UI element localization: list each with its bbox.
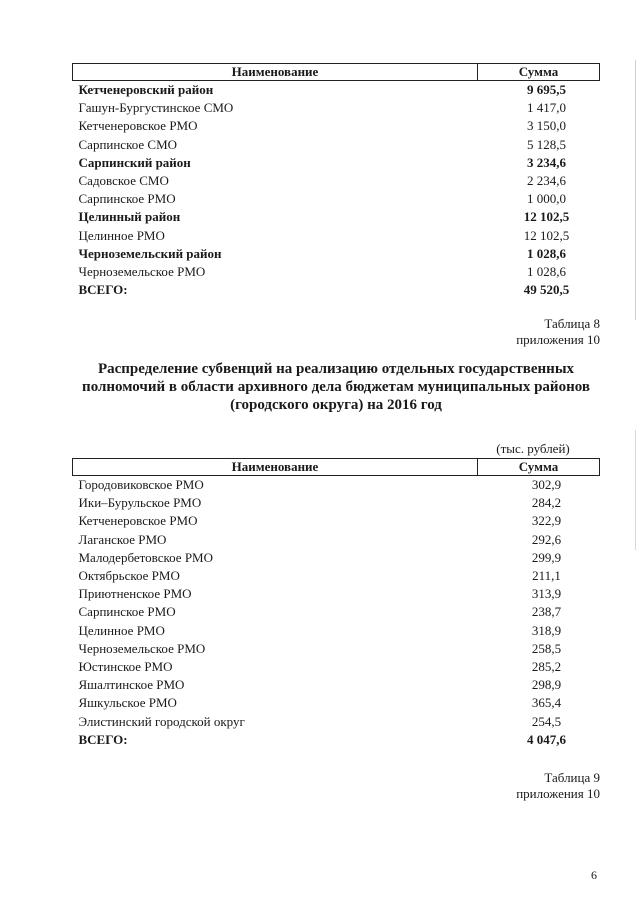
table-row	[73, 154, 600, 172]
row-name-cell: Приютненское РМО	[78, 586, 192, 602]
row-name-cell: Лаганское РМО	[78, 531, 167, 547]
table-row	[73, 99, 600, 117]
row-sum-cell: 1 028,6	[527, 245, 566, 261]
row-name-cell: Черноземельское РМО	[78, 263, 206, 279]
row-sum-cell: 254,5	[531, 713, 562, 729]
column-header-name: Наименование	[73, 459, 478, 476]
table-header-row	[73, 459, 600, 476]
table-row	[73, 494, 600, 512]
row-name-cell: Яшалтинское РМО	[78, 677, 185, 693]
caption-line: приложения 10	[516, 332, 600, 347]
row-sum-cell: 313,9	[531, 586, 562, 602]
row-sum-cell: 318,9	[531, 622, 562, 638]
title-line: полномочий в области архивного дела бюджетам муниципальных районов	[82, 379, 590, 395]
row-sum-cell: 238,7	[531, 604, 562, 620]
row-name-cell: Целинный район	[78, 209, 181, 225]
table-8-caption	[516, 316, 600, 348]
row-name-cell: ВСЕГО:	[78, 282, 128, 298]
row-sum-cell: 365,4	[531, 695, 562, 711]
table-row	[73, 658, 600, 676]
row-sum-cell: 302,9	[531, 477, 562, 493]
table-row	[73, 117, 600, 135]
row-name-cell: Элистинский городской округ	[78, 713, 245, 729]
column-header-sum: Сумма	[478, 64, 600, 81]
table-header-row	[73, 64, 600, 81]
table-body	[73, 476, 600, 749]
total-row	[73, 281, 600, 299]
row-name-cell: Кетченеровское РМО	[78, 513, 198, 529]
row-name-cell: Яшкульское РМО	[78, 695, 177, 711]
table-row	[73, 712, 600, 730]
row-sum-cell: 4 047,6	[527, 731, 566, 747]
row-sum-cell: 2 234,6	[527, 173, 566, 189]
table-9-caption	[516, 770, 600, 802]
table-row	[73, 694, 600, 712]
caption-line: Таблица 9	[544, 770, 600, 785]
table-row	[73, 567, 600, 585]
row-name-cell: Гашун-Бургустинское СМО	[78, 100, 234, 116]
table-row	[73, 136, 600, 154]
table-row	[73, 512, 600, 530]
row-sum-cell: 292,6	[531, 531, 562, 547]
column-header-sum: Сумма	[478, 459, 600, 476]
table-row	[73, 190, 600, 208]
table-row	[73, 585, 600, 603]
row-name-cell: Сарпинское РМО	[78, 604, 176, 620]
table-row	[73, 263, 600, 281]
row-name-cell: Садовское СМО	[78, 173, 169, 189]
table-body	[73, 81, 600, 300]
row-name-cell: Городовиковское РМО	[78, 477, 204, 493]
total-row	[73, 731, 600, 749]
page-number: 6	[591, 868, 597, 882]
table-row	[73, 81, 600, 100]
row-sum-cell: 49 520,5	[523, 282, 570, 298]
row-name-cell: Сарпинский район	[78, 154, 191, 170]
table-row	[73, 245, 600, 263]
row-name-cell: Черноземельское РМО	[78, 640, 206, 656]
row-name-cell: Кетченеровский район	[78, 82, 214, 98]
title-line: Распределение субвенций на реализацию отдельных государственных	[97, 361, 575, 377]
row-name-cell: Черноземельский район	[78, 245, 222, 261]
row-sum-cell: 3 150,0	[527, 118, 566, 134]
row-sum-cell: 285,2	[531, 658, 562, 674]
row-sum-cell: 258,5	[531, 640, 562, 656]
title-line: (городского округа) на 2016 год	[230, 397, 442, 413]
caption-line: приложения 10	[516, 786, 600, 801]
row-name-cell: Ики–Бурульское РМО	[78, 495, 202, 511]
table-row	[73, 476, 600, 495]
row-name-cell: Октябрьское РМО	[78, 568, 180, 584]
row-sum-cell: 211,1	[532, 568, 561, 584]
row-name-cell: Юстинское РМО	[78, 658, 173, 674]
section-title	[60, 360, 612, 414]
row-name-cell: ВСЕГО:	[78, 731, 128, 747]
row-sum-cell: 299,9	[531, 549, 562, 565]
row-sum-cell: 298,9	[531, 677, 562, 693]
row-sum-cell: 1 000,0	[527, 191, 566, 207]
row-sum-cell: 1 028,6	[527, 263, 566, 279]
table-row	[73, 208, 600, 226]
row-name-cell: Целинное РМО	[78, 622, 165, 638]
page-edge-shadow	[635, 430, 636, 550]
row-name-cell: Малодербетовское РМО	[78, 549, 214, 565]
table-row	[73, 549, 600, 567]
table-subsidies-districts	[72, 63, 600, 299]
page-edge-shadow	[635, 60, 636, 320]
table-row	[73, 622, 600, 640]
row-name-cell: Сарпинское РМО	[78, 191, 176, 207]
row-sum-cell: 12 102,5	[523, 209, 570, 225]
row-sum-cell: 1 417,0	[527, 100, 566, 116]
units-label: (тыс. рублей)	[496, 441, 570, 456]
row-name-cell: Сарпинское СМО	[78, 136, 178, 152]
row-sum-cell: 12 102,5	[523, 227, 570, 243]
column-header-name: Наименование	[73, 64, 478, 81]
table-row	[73, 172, 600, 190]
row-name-cell: Кетченеровское РМО	[78, 118, 198, 134]
row-name-cell: Целинное РМО	[78, 227, 165, 243]
table-row	[73, 227, 600, 245]
row-sum-cell: 9 695,5	[527, 82, 566, 98]
table-row	[73, 640, 600, 658]
table-row	[73, 531, 600, 549]
table-archive-subventions	[72, 458, 600, 749]
table-row	[73, 676, 600, 694]
row-sum-cell: 284,2	[531, 495, 562, 511]
table-row	[73, 603, 600, 621]
caption-line: Таблица 8	[544, 316, 600, 331]
row-sum-cell: 322,9	[531, 513, 562, 529]
row-sum-cell: 5 128,5	[527, 136, 566, 152]
row-sum-cell: 3 234,6	[527, 154, 566, 170]
